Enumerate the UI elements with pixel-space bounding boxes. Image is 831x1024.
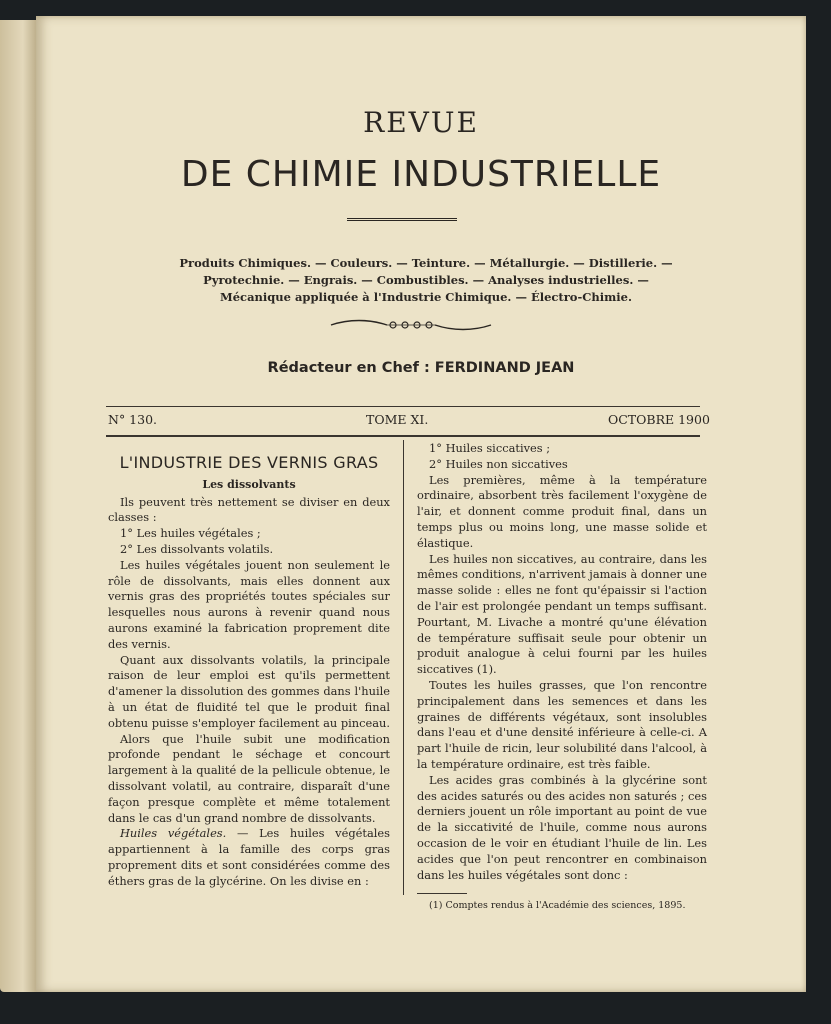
header-rule-top xyxy=(106,406,700,407)
topics-line-3: Mécanique appliquée à l'Industrie Chimique. — Électro-Chimie. xyxy=(220,290,632,304)
paragraph: Ils peuvent très nettement se diviser en deux classes : xyxy=(108,494,390,525)
topics-line-1: Produits Chimiques. — Couleurs. — Teinture. — Métallurgie. — Distillerie. — xyxy=(179,256,673,270)
article-title: L'INDUSTRIE DES VERNIS GRAS xyxy=(119,453,379,472)
column-divider xyxy=(403,440,404,895)
footnote: (1) Comptes rendus à l'Académie des sciences, 1895. xyxy=(429,900,686,912)
paragraph: Alors que l'huile subit une modification profonde pendant le séchage et concourt largement à la qualité de la pellicule obtenue, le dissolvant volatil, au contraire, disparaît d'une façon presque complète et même totalement dans le cas d'un grand nombre de dissolvants. xyxy=(108,731,390,825)
list-item: 2° Les dissolvants volatils. xyxy=(120,541,274,556)
title-rule xyxy=(347,218,457,221)
header-rule-bottom xyxy=(106,435,700,437)
italic-heading: Huiles végétales. xyxy=(120,826,227,841)
paragraph: Les huiles non siccatives, au contraire, dans les mêmes conditions, n'arrivent jamais à donner une masse solide : elles ne font qu'épaissir si l'action de l'air est prolongée pendant un temps suffisant. Pourtant, M. Livache a montré qu'une élévation de température suffisait seule pour obtenir un produit analogue à celui fourni par les huiles siccatives (1). xyxy=(417,551,707,677)
journal-page xyxy=(36,16,806,992)
topics-line-2: Pyrotechnie. — Engrais. — Combustibles. — Analyses industrielles. — xyxy=(203,273,649,287)
paragraph: Toutes les huiles grasses, que l'on rencontre principalement dans les semences et dans les graines de différents végétaux, sont insolubles dans l'eau et d'une densité inférieure à celle-ci. A part l'huile de ricin, leur solubilité dans l'alcool, à la température ordinaire, est très faible. xyxy=(417,677,707,771)
paragraph-huiles-vegetales xyxy=(108,826,390,889)
list-item: 2° Huiles non siccatives xyxy=(429,456,568,471)
previous-page-edge xyxy=(0,20,38,992)
list-item: 1° Les huiles végétales ; xyxy=(120,526,261,541)
editor-in-chief: Rédacteur en Chef : FERDINAND JEAN xyxy=(267,360,575,376)
paragraph-text: — Les huiles végétales appartiennent à la famille des corps gras proprement dits et sont considérées comme des éthers gras de la glycérine. On les divise en : xyxy=(108,826,390,888)
footnote-rule xyxy=(417,893,467,894)
issue-date: OCTOBRE 1900 xyxy=(608,412,710,427)
journal-title-revue: REVUE xyxy=(363,106,479,139)
list-item: 1° Huiles siccatives ; xyxy=(429,441,551,455)
issue-tome: TOME XI. xyxy=(366,412,429,427)
journal-title-main: DE CHIMIE INDUSTRIELLE xyxy=(180,154,662,195)
article-subtitle: Les dissolvants xyxy=(202,477,296,491)
paragraph: Quant aux dissolvants volatils, la principale raison de leur emploi est qu'ils permettent d'amener la dissolution des gommes dans l'huile à un état de fluidité tel que le produit final obtenu puisse s'employer facilement au pinceau. xyxy=(108,652,391,730)
paragraph: Les acides gras combinés à la glycérine sont des acides saturés ou des acides non saturés ; ces derniers jouent un rôle important au point de vue de la siccativité de l'huile, comme nous aurons occasion de le voir en étudiant l'huile de lin. Les acides que l'on peut rencontrer en combinaison dans les huiles végétales sont donc : xyxy=(417,772,707,882)
article-right-column xyxy=(417,441,707,914)
ornament-flourish-icon xyxy=(329,316,493,334)
paragraph: Les huiles végétales jouent non seulement le rôle de dissolvants, mais elles donnent aux vernis gras des propriétés toutes spéciales sur lesquelles nous aurons à revenir quand nous aurons examiné la fabrication proprement dite des vernis. xyxy=(108,557,390,651)
paragraph: Les premières, même à la température ordinaire, absorbent très facilement l'oxygène de l'air, et donnent comme produit final, dans un temps plus ou moins long, une masse solide et élastique. xyxy=(417,472,707,550)
article-left-column xyxy=(108,441,390,890)
issue-number: N° 130. xyxy=(108,412,157,427)
